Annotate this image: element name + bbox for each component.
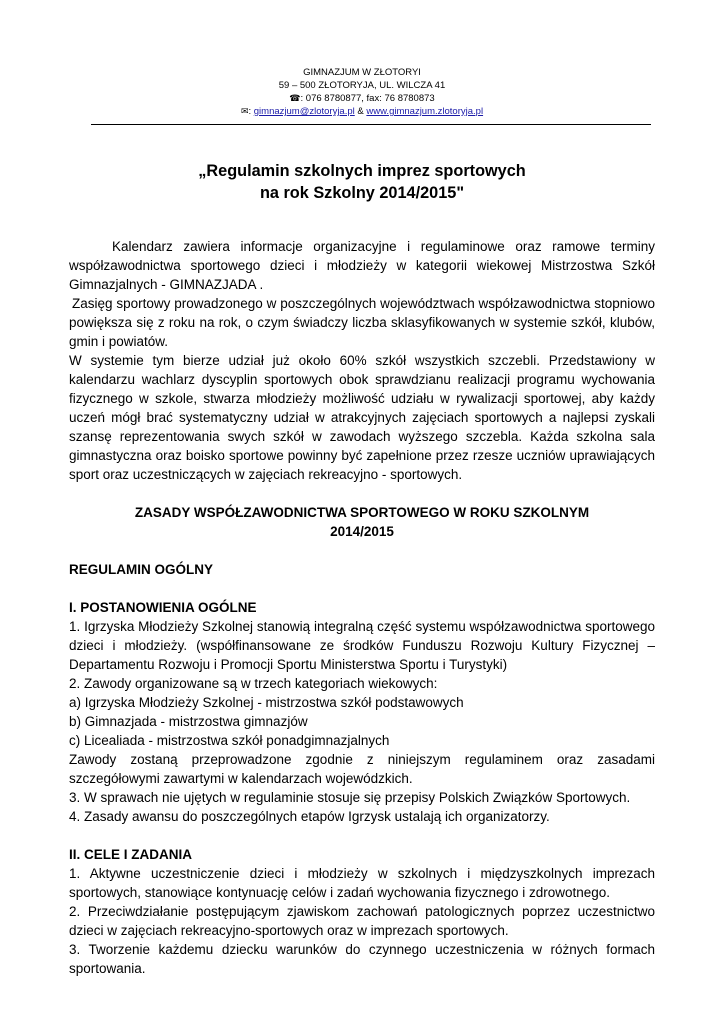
section-1-item-2a: a) Igrzyska Młodzieży Szkolnej - mistrzostwa szkół podstawowych (69, 695, 464, 710)
zasady-heading-line-2: 2014/2015 (330, 524, 394, 539)
email-link[interactable]: gimnazjum@zlotoryja.pl (253, 106, 355, 117)
intro-paragraph-1: Kalendarz zawiera informacje organizacyjne i regulaminowe oraz ramowe terminy współzawodnictwa sportowego dzieci i młodzieży w kategorii wiekowej Mistrzostwa Szkół Gimnazjalnych - GIMNAZJADA . (69, 239, 655, 292)
document-title (0, 160, 724, 204)
section-2-item-1: 1. Aktywne uczestniczenie dzieci i młodzieży w szkolnych i międzyszkolnych imprezach sportowych, stanowiące kontynuację celów i zadań wychowania fizycznego i zdrowotnego. (69, 866, 655, 900)
section-1-item-2b: b) Gimnazjada - mistrzostwa gimnazjów (69, 714, 308, 729)
phone-text: : 076 8780877, fax: 76 8780873 (300, 93, 435, 104)
section-2-item-2: 2. Przeciwdziałanie postępującym zjawiskom zachowań patologicznych poprzez uczestnictwo dzieci w zajęciach rekreacyjno-sportowych oraz w imprezach sportowych. (69, 904, 655, 938)
intro-paragraph-3: W systemie tym bierze udział już około 60% szkół wszystkich szczebli. Przedstawiony w kalendarzu wachlarz dyscyplin sportowych obok sprawdzianu realizacji programu wychowania fizycznego w szkole, stwarza młodzieży możliwość udziału w rywalizacji sportowej, aby każdy uczeń mógł brać systematyczny udział w atrakcyjnych zajęciach sportowych a najlepsi zyskali szansę reprezentowania swych szkół w zawodach wyższego szczebla. Każda szkolna sala gimnastyczna oraz boisko sportowe powinny być zapełnione przez rzesze uczniów uprawiających sport oraz uczestniczących w zajęciach rekreacyjno - sportowych. (69, 353, 655, 482)
letterhead (0, 66, 724, 118)
school-name: GIMNAZJUM W ZŁOTORYI (303, 67, 421, 78)
section-1-item-3: 3. W sprawach nie ujętych w regulaminie stosuje się przepisy Polskich Związków Sportowych. (69, 790, 631, 805)
section-2-item-3: 3. Tworzenie każdemu dziecku warunków do czynnego uczestniczenia w różnych formach sportowania. (69, 942, 655, 976)
title-line-1: „Regulamin szkolnych imprez sportowych (198, 162, 526, 180)
header-divider (91, 124, 651, 125)
mail-separator: : (248, 106, 252, 117)
section-1-item-2c: c) Licealiada - mistrzostwa szkół ponadgimnazjalnych (69, 733, 390, 748)
zasady-heading-line-1: ZASADY WSPÓŁZAWODNICTWA SPORTOWEGO W ROKU SZKOLNYM (134, 505, 590, 520)
section-1-item-2-note: Zawody zostaną przeprowadzone zgodnie z niniejszym regulaminem oraz zasadami szczegółowymi zawartymi w kalendarzach wojewódzkich. (69, 752, 655, 786)
section-1-item-4: 4. Zasady awansu do poszczególnych etapów Igrzysk ustalają ich organizatorzy. (69, 809, 550, 824)
document-body (69, 237, 655, 978)
phone-icon: ☎ (289, 93, 301, 103)
ampersand: & (357, 106, 364, 117)
intro-paragraph-2: Zasięg sportowy prowadzonego w poszczególnych województwach współzawodnictwa stopniowo powiększa się z roku na rok, o czym świadczy liczba sklasyfikowanych w systemie szkół, klubów, gmin i powiatów. (69, 296, 655, 349)
school-address: 59 – 500 ZŁOTORYJA, UL. WILCZA 41 (278, 80, 446, 91)
section-1-heading: I. POSTANOWIENIA OGÓLNE (69, 600, 257, 615)
section-1-item-1: 1. Igrzyska Młodzieży Szkolnej stanowią integralną część systemu współzawodnictwa sportowego dzieci i młodzieży. (współfinansowane ze środków Funduszu Rozwoju Kultury Fizycznej – Departamentu Rozwoju i Promocji Sportu Ministerstwa Sportu i Turystyki) (69, 619, 655, 672)
section-1-item-2: 2. Zawody organizowane są w trzech kategoriach wiekowych: (69, 676, 438, 691)
phone-line (0, 92, 724, 105)
mail-icon: ✉ (240, 106, 249, 116)
website-link[interactable]: www.gimnazjum.zlotoryja.pl (366, 106, 484, 117)
title-line-2: na rok Szkolny 2014/2015" (259, 184, 465, 202)
section-2-heading: II. CELE I ZADANIA (69, 847, 193, 862)
regulamin-heading: REGULAMIN OGÓLNY (69, 562, 213, 577)
contact-line (0, 105, 724, 118)
